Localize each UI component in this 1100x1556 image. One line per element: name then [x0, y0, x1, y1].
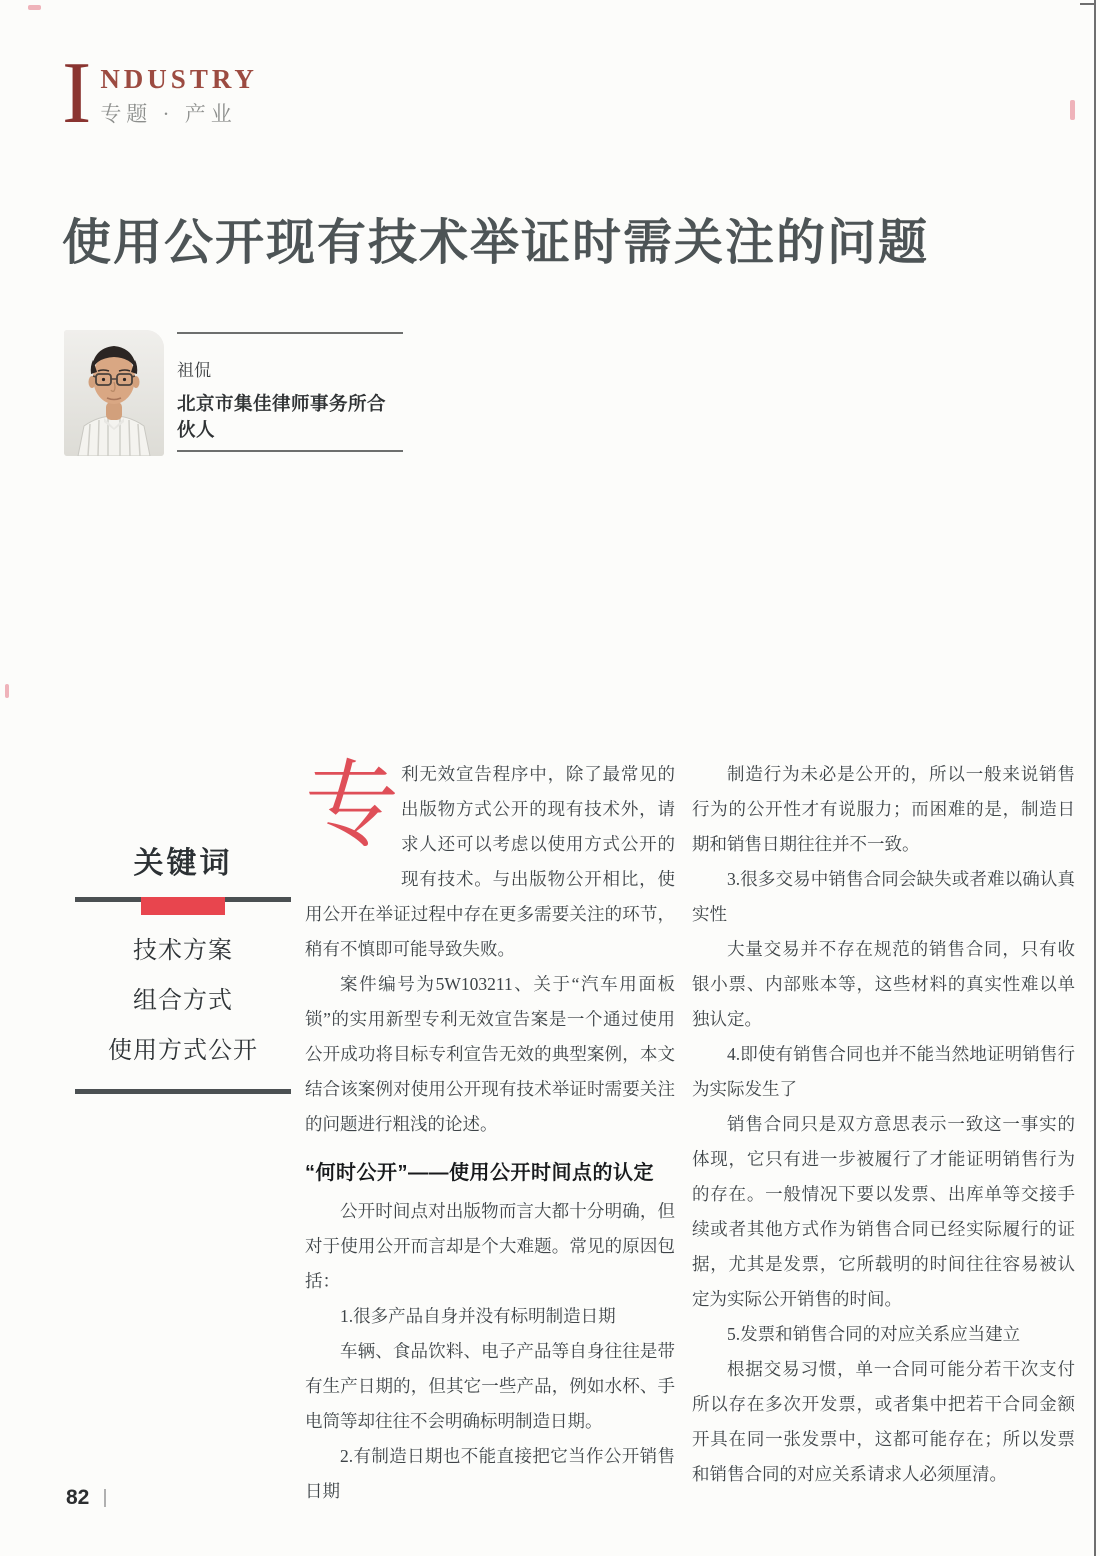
numbered-item: 1.很多产品自身并没有标明制造日期 — [340, 1306, 616, 1326]
masthead — [62, 45, 258, 142]
footer-divider — [104, 1489, 106, 1507]
numbered-item: 4.即使有销售合同也并不能当然地证明销售行为实际发生了 — [692, 1044, 1075, 1099]
keywords-red-accent — [141, 897, 225, 915]
keywords-box — [75, 838, 291, 1094]
author-divider-top — [177, 332, 403, 334]
paragraph: 大量交易并不存在规范的销售合同，只有收银小票、内部账本等，这些材料的真实性难以单独认定。 — [692, 939, 1075, 1029]
masthead-subtitle: 专题 · 产业 — [100, 102, 237, 126]
masthead-text — [100, 58, 258, 128]
paragraph: 车辆、食品饮料、电子产品等自身往往是带有生产日期的，但其它一些产品，例如水杯、手电筒等却往往不会明确标明制造日期。 — [305, 1341, 675, 1431]
numbered-item: 2.有制造日期也不能直接把它当作公开销售日期 — [305, 1446, 675, 1501]
author-block — [64, 330, 403, 456]
article-column-left — [305, 754, 675, 1509]
page-footer — [66, 1486, 106, 1510]
page-number: 82 — [66, 1486, 90, 1509]
section-heading: “何时公开”——使用公开时间点的认定 — [305, 1162, 654, 1184]
article-body — [305, 754, 1075, 1509]
author-affiliation: 北京市集佳律师事务所合伙人 — [177, 393, 387, 440]
keyword-item: 技术方案 — [133, 938, 233, 964]
paragraph: 制造行为未必是公开的，所以一般来说销售行为的公开性才有说服力；而困难的是，制造日期和销售日期往往并不一致。 — [692, 764, 1075, 854]
paragraph: 根据交易习惯，单一合同可能分若干次支付所以存在多次开发票，或者集中把若干合同金额开具在同一张发票中，这都可能存在；所以发票和销售合同的对应关系请求人必须厘清。 — [692, 1359, 1075, 1484]
keywords-divider — [75, 897, 291, 915]
scan-speck — [5, 684, 9, 698]
keywords-heading: 关键词 — [133, 847, 233, 880]
author-info — [177, 330, 403, 452]
author-photo — [64, 330, 164, 456]
numbered-item: 5.发票和销售合同的对应关系应当建立 — [727, 1324, 1021, 1344]
keywords-bottom-rule — [75, 1089, 291, 1094]
keyword-item: 使用方式公开 — [108, 1038, 258, 1064]
paragraph: 案件编号为5W103211、关于“汽车用面板锁”的实用新型专利无效宣告案是一个通过使用公开成功将目标专利宣告无效的典型案例，本文结合该案例对使用公开现有技术举证时需要关注的问题进行粗浅的论述。 — [305, 974, 675, 1134]
dropcap: 专 — [305, 754, 400, 858]
paragraph: 销售合同只是双方意思表示一致这一事实的体现，它只有进一步被履行了才能证明销售行为的存在。一般情况下要以发票、出库单等交接手续或者其他方式作为销售合同已经实际履行的证据，尤其是发票，它所载明的时间往往容易被认定为实际公开销售的时间。 — [692, 1114, 1075, 1309]
numbered-item: 3.很多交易中销售合同会缺失或者难以确认真实性 — [692, 869, 1075, 924]
author-divider-bottom — [177, 450, 403, 452]
scan-speck — [28, 5, 41, 10]
intro-text: 利无效宣告程序中，除了最常见的出版物方式公开的现有技术外，请求人还可以考虑以使用方式公开的现有技术。与出版物公开相比，使用公开在举证过程中存在更多需要关注的环节，稍有不慎即可能导致失败。 — [305, 764, 675, 959]
scan-page-edge-corner — [1080, 3, 1096, 5]
portrait-illustration — [64, 330, 164, 456]
article-title: 使用公开现有技术举证时需关注的问题 — [62, 216, 930, 270]
masthead-initial: I — [62, 45, 92, 142]
scan-page-edge — [1094, 0, 1096, 1556]
scan-speck — [1070, 100, 1075, 120]
intro-paragraph — [305, 754, 675, 967]
paragraph: 公开时间点对出版物而言大都十分明确，但对于使用公开而言却是个大难题。常见的原因包括： — [305, 1201, 675, 1291]
keyword-item: 组合方式 — [133, 988, 233, 1014]
masthead-word: NDUSTRY — [100, 64, 258, 94]
author-name: 祖侃 — [177, 361, 211, 380]
article-column-right — [692, 757, 1075, 1509]
